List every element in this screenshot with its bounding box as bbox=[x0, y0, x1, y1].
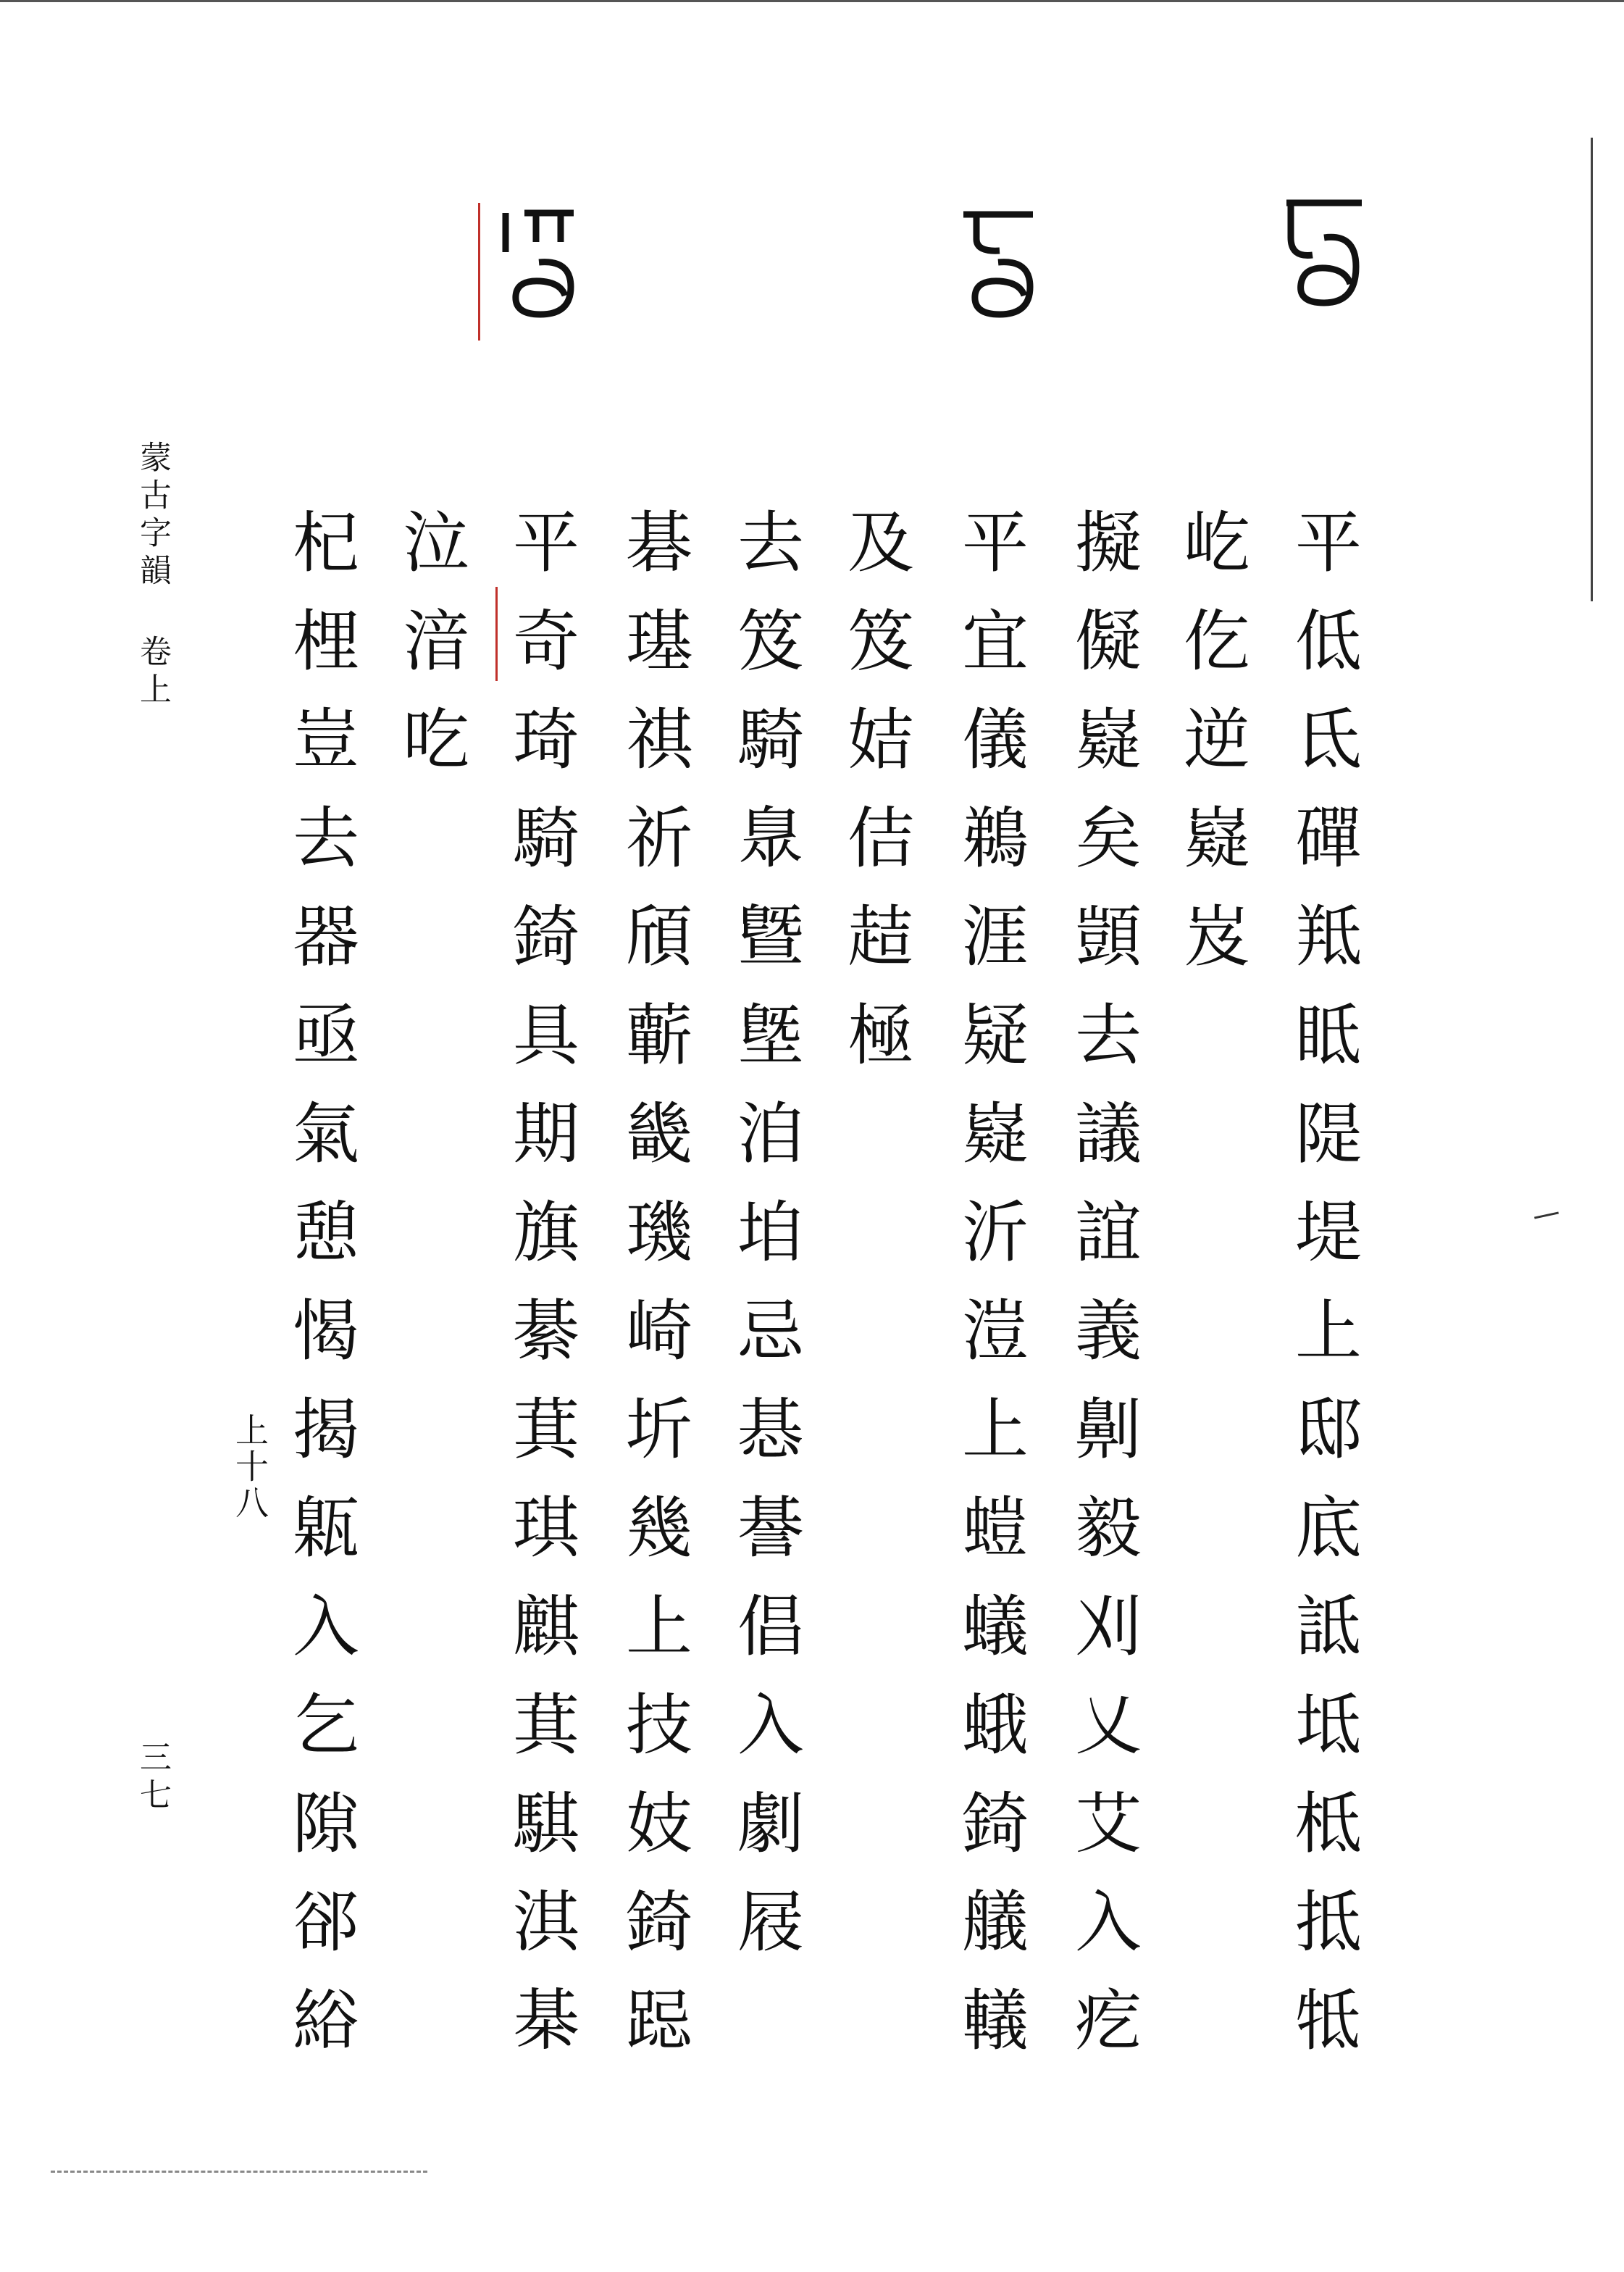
page-top-rule bbox=[0, 0, 1624, 2]
phags-pa-head-2 bbox=[955, 201, 1042, 325]
phags-pa-syllable-2-icon bbox=[955, 201, 1042, 325]
text-column-6: 去笈騎臮曁墍洎垍忌惎諅倡入劇屐 bbox=[727, 507, 804, 1985]
text-column-5: 及笈姞佶趌極 bbox=[837, 507, 914, 1098]
text-column-10: 杞梩豈去器亟氣憩愒揭甈入乞隙郤綌 bbox=[282, 507, 359, 2084]
scan-bottom-artifact bbox=[51, 2171, 427, 2173]
phags-pa-head-3 bbox=[495, 201, 582, 325]
phags-pa-syllable-3-icon bbox=[495, 201, 582, 325]
text-column-2: 屹仡逆嶷岌 bbox=[1173, 507, 1250, 1000]
red-proof-mark bbox=[495, 587, 498, 681]
binding-edge bbox=[1591, 138, 1610, 601]
text-column-8: 平奇琦騎錡具期旗綦萁琪麒萁騏淇棊 bbox=[502, 507, 579, 2084]
red-proof-mark bbox=[478, 203, 480, 341]
volume-label: 卷上 bbox=[134, 635, 171, 710]
leaf-mark: 上十八 bbox=[230, 1413, 269, 1521]
book-title: 蒙古字韻 bbox=[134, 440, 171, 591]
text-column-1: 平低氐磾羝眡隄堤上邸底詆坻柢抵牴 bbox=[1284, 507, 1362, 2084]
phags-pa-syllable-1-icon bbox=[1281, 194, 1368, 317]
scan-artifact bbox=[1534, 1211, 1559, 1219]
page-number: 三七 bbox=[134, 1740, 171, 1816]
text-column-4: 平宜儀鵜涯疑嶷沂溰上螘蟻蛾錡艤轙 bbox=[951, 507, 1029, 2084]
phags-pa-head-1 bbox=[1281, 194, 1368, 317]
text-column-9: 泣湆吃 bbox=[392, 507, 469, 803]
text-column-3: 擬儗嶷矣顗去議誼義劓毅刈乂艾入疙 bbox=[1064, 507, 1142, 2084]
text-column-7: 碁璂祺祈頎蘄畿璣崎圻幾上技妓錡跽 bbox=[615, 507, 692, 2084]
